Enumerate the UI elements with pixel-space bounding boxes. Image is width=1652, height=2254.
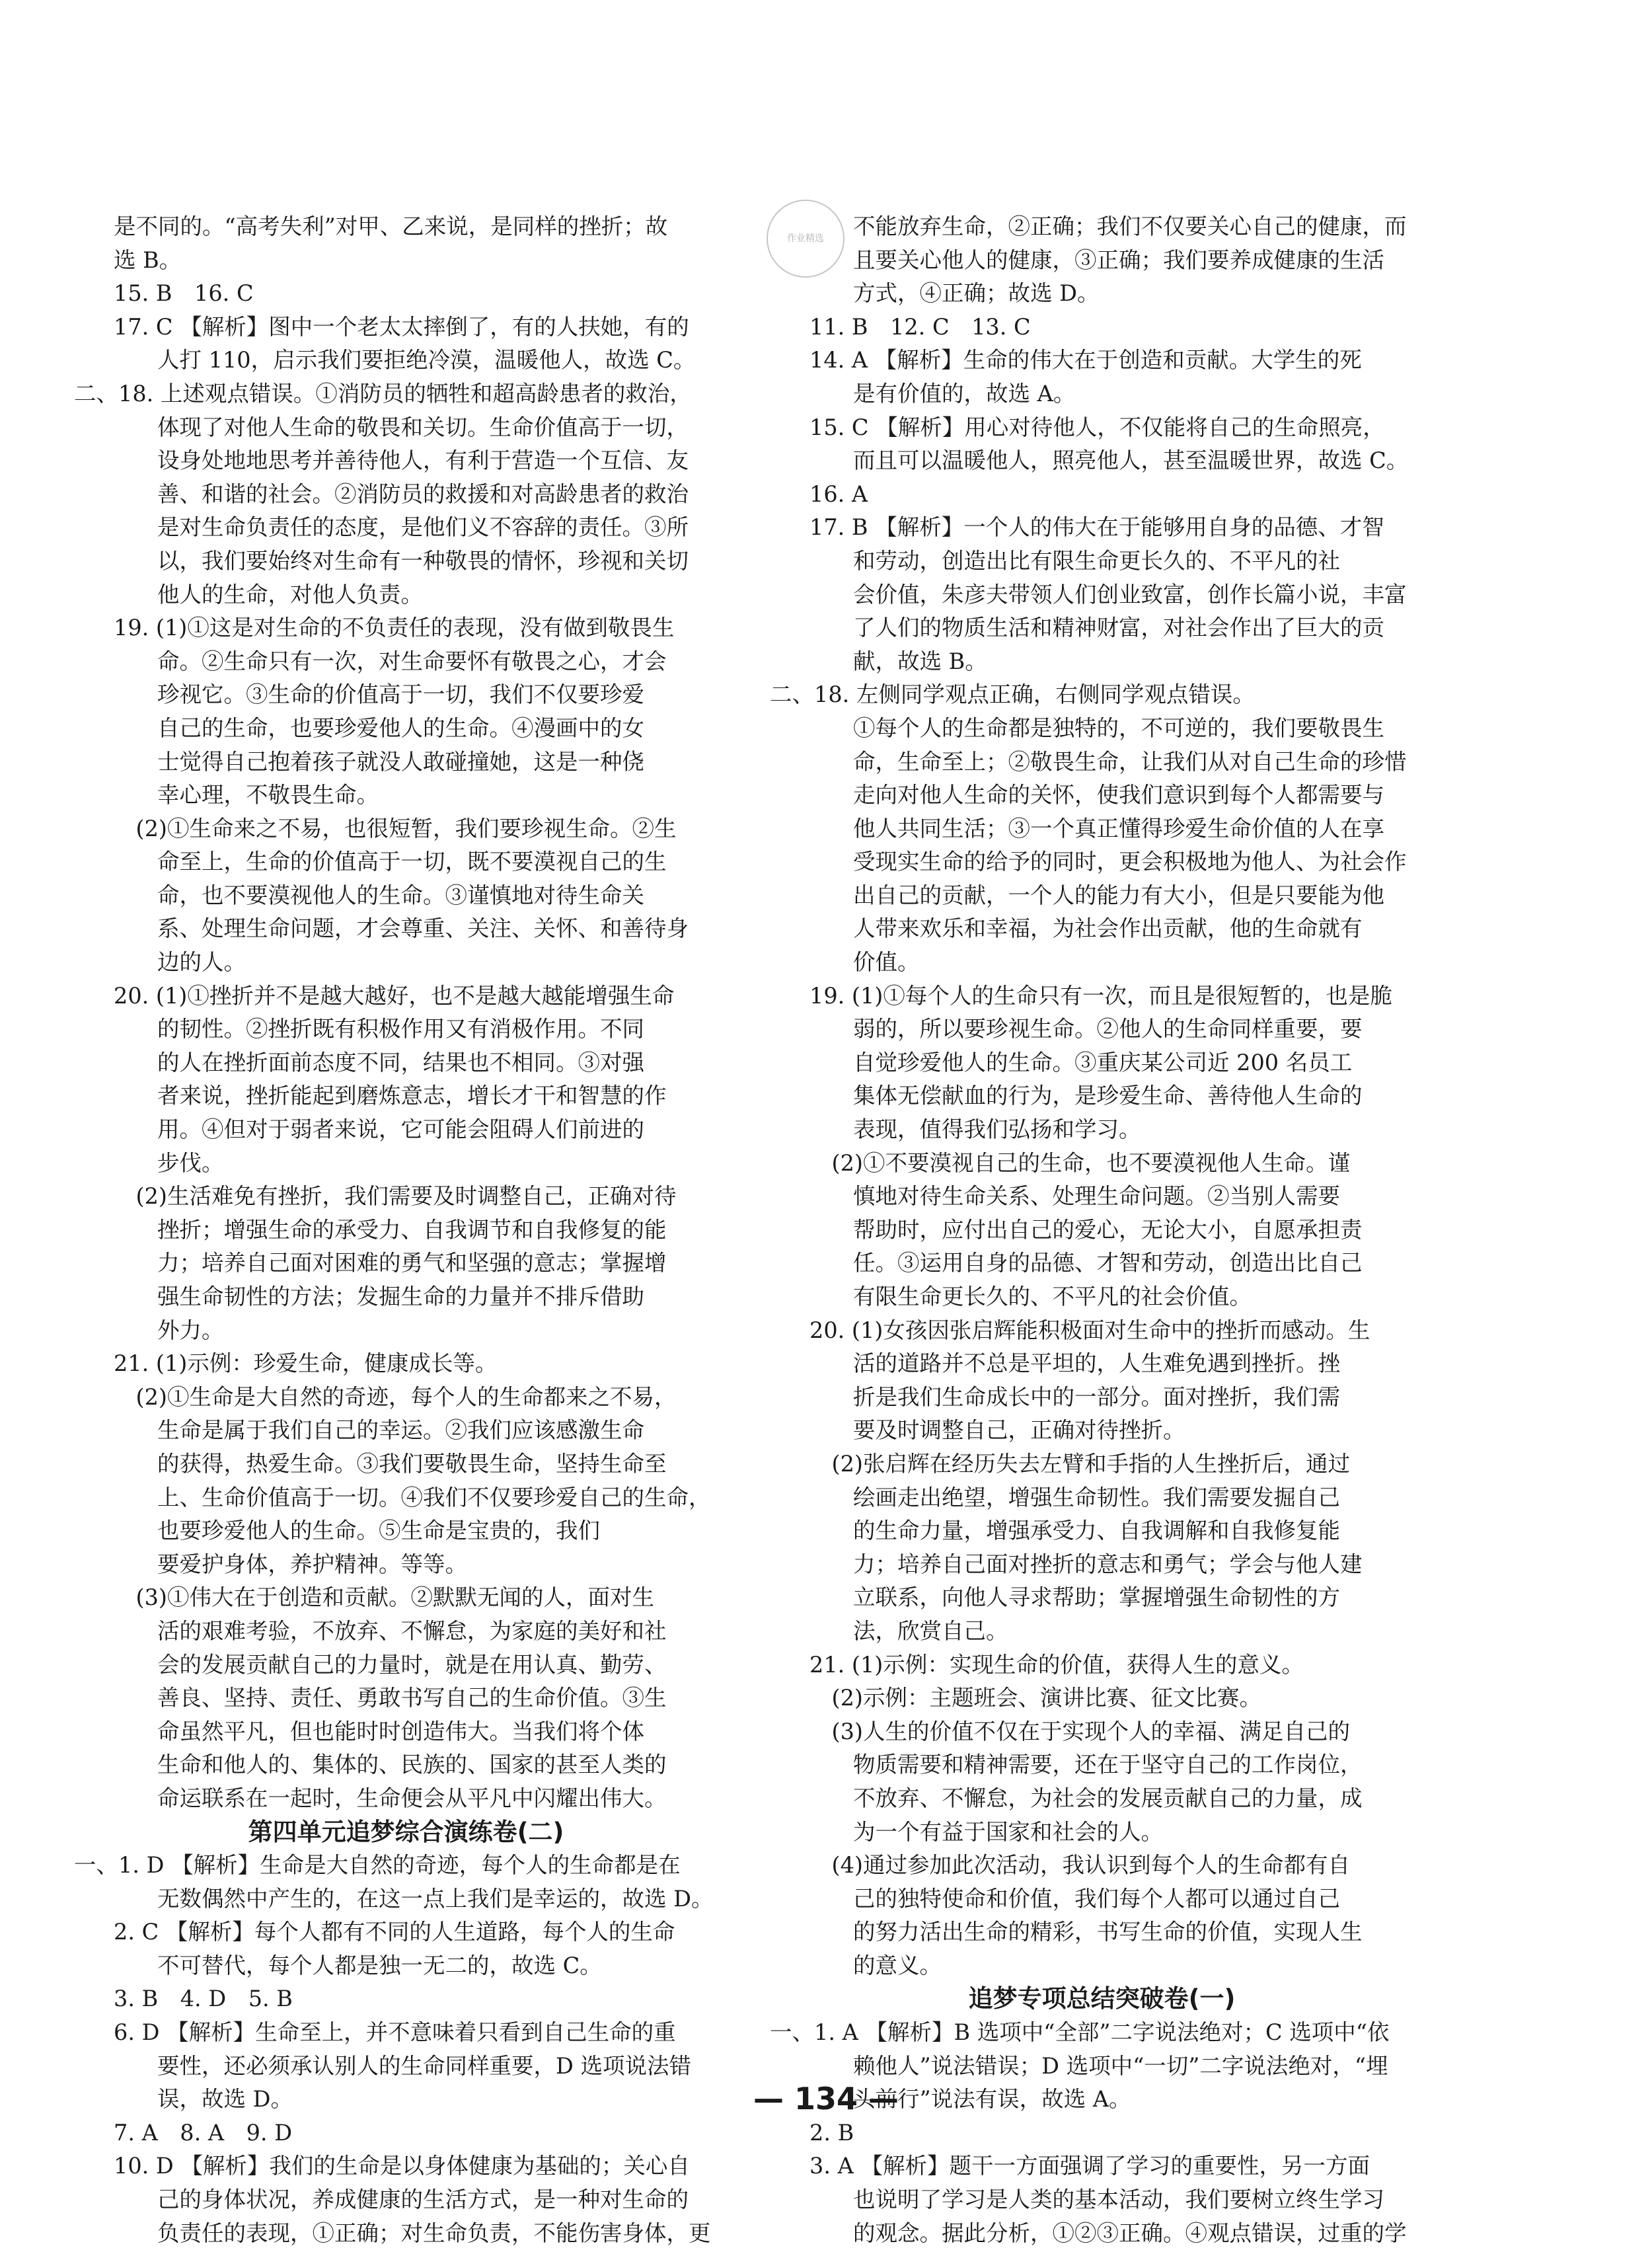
text-line: 7. A 8. A 9. D [114, 2119, 293, 2146]
text-line: 赖他人”说法错误；D 选项中“一切”二字说法绝对，“埋 [853, 2052, 1388, 2079]
text-line: 弱的，所以要珍视生命。②他人的生命同样重要，要 [853, 1016, 1363, 1042]
text-line: 不放弃、不懈怠，为社会的发展贡献自己的力量，成 [853, 1785, 1363, 1811]
text-line: 表现，值得我们弘扬和学习。 [853, 1116, 1141, 1143]
text-line: 生命是属于我们自己的幸运。②我们应该感激生命 [157, 1417, 644, 1444]
text-line: 是有价值的，故选 A。 [853, 380, 1076, 407]
text-line: 系、处理生命问题，才会尊重、关注、关怀、和善待身 [157, 915, 689, 942]
text-line: 要爱护身体，养护精神。等等。 [157, 1551, 467, 1577]
text-line: (2)①生命是大自然的奇迹，每个人的生命都来之不易， [114, 1383, 677, 1410]
text-line: 21. (1)示例：实现生命的价值，获得人生的意义。 [809, 1651, 1304, 1678]
text-line: 设身处地地思考并善待他人，有利于营造一个互信、友 [157, 447, 689, 474]
text-line: 体现了对他人生命的敬畏和关切。生命价值高于一切， [157, 414, 689, 440]
text-line: 力；培养自己面对挫折的意志和勇气；学会与他人建 [853, 1551, 1363, 1577]
text-line: 挫折；增强生命的承受力、自我调节和自我修复的能 [157, 1216, 667, 1243]
text-line: 命至上，生命的价值高于一切，既不要漠视自己的生 [157, 849, 667, 875]
text-line: 强生命韧性的方法；发掘生命的力量并不排斥借助 [157, 1284, 644, 1309]
text-line: 21. (1)示例：珍爱生命，健康成长等。 [114, 1350, 498, 1377]
text-line: 命，也不要漠视他人的生命。③谨慎地对待生命关 [157, 882, 644, 908]
text-line: 力；培养自己面对困难的勇气和坚强的意志；掌握增 [157, 1250, 667, 1276]
text-line: 活的艰难考验，不放弃、不懈怠，为家庭的美好和社 [157, 1617, 667, 1644]
text-line: 的获得，热爱生命。③我们要敬畏生命，坚持生命至 [157, 1450, 667, 1477]
text-line: 2. C 【解析】每个人都有不同的人生道路，每个人的生命 [114, 1919, 675, 1945]
text-line: 15. B 16. C [114, 280, 254, 307]
text-line: 珍视它。③生命的价值高于一切，我们不仅要珍爱 [157, 681, 644, 708]
text-line: 会的发展贡献自己的力量时，就是在用认真、勤劳、 [157, 1651, 667, 1678]
text-line: 法，欣赏自己。 [853, 1617, 1008, 1644]
text-line: 帮助时，应付出自己的爱心，无论大小，自愿承担责 [853, 1216, 1363, 1243]
page-number: — 134 — [753, 2081, 899, 2117]
text-line: 的努力活出生命的精彩，书写生命的价值，实现人生 [853, 1919, 1363, 1945]
text-line: 幸心理，不敬畏生命。 [157, 782, 379, 808]
text-line: 选 B。 [114, 247, 182, 273]
text-line: 和劳动，创造出比有限生命更长久的、不平凡的社 [853, 547, 1340, 574]
text-line: 是不同的。“高考失利”对甲、乙来说，是同样的挫折；故 [114, 214, 668, 239]
text-line: 一、1. D 【解析】生命是大自然的奇迹，每个人的生命都是在 [74, 1852, 681, 1879]
text-line: 了人们的物质生活和精神财富，对社会作出了巨大的贡 [853, 615, 1384, 641]
text-line: 命。②生命只有一次，对生命要怀有敬畏之心，才会 [157, 648, 667, 674]
text-line: 是对生命负责任的态度，是他们义不容辞的责任。③所 [157, 514, 689, 541]
text-line: 慎地对待生命关系、处理生命问题。②当别人需要 [853, 1183, 1340, 1210]
text-line: 人打 110，启示我们要拒绝冷漠，温暖他人，故选 C。 [157, 347, 696, 373]
text-line: 要及时调整自己，正确对待挫折。 [853, 1417, 1185, 1444]
text-line: 外力。 [157, 1317, 224, 1343]
text-line: 人带来欢乐和幸福，为社会作出贡献，他的生命就有 [853, 915, 1363, 942]
text-line: 15. C 【解析】用心对待他人，不仅能将自己的生命照亮， [809, 414, 1385, 440]
text-line: 二、18. 上述观点错误。①消防员的牺牲和超高龄患者的救治， [74, 380, 692, 407]
text-line: 16. A [809, 481, 868, 507]
text-line: 价值。 [853, 949, 920, 976]
text-line: 6. D 【解析】生命至上，并不意味着只看到自己生命的重 [114, 2019, 676, 2046]
text-line: 以，我们要始终对生命有一种敬畏的情怀，珍视和关切 [157, 547, 689, 574]
text-line: 3. B 4. D 5. B [114, 1986, 293, 2012]
text-line: 不能放弃生命，②正确；我们不仅要关心自己的健康，而 [853, 214, 1407, 239]
text-line: 会价值，朱彦夫带领人们创业致富，创作长篇小说，丰富 [853, 581, 1407, 607]
text-line: 受现实生命的给予的同时，更会积极地为他人、为社会作 [853, 849, 1407, 875]
text-line: 2. B [809, 2119, 854, 2146]
text-line: 己的身体状况，养成健康的生活方式，是一种对生命的 [157, 2187, 689, 2213]
text-line: 的观念。据此分析，①②③正确。④观点错误，过重的学 [853, 2220, 1407, 2246]
text-line: 折是我们生命成长中的一部分。面对挫折，我们需 [853, 1383, 1340, 1410]
text-line: 要性，还必须承认别人的生命同样重要，D 选项说法错 [157, 2052, 692, 2079]
right-column [770, 210, 1434, 2250]
text-line: 物质需要和精神需要，还在于坚守自己的工作岗位， [853, 1752, 1363, 1778]
watermark-stamp [767, 200, 845, 278]
text-line: 步伐。 [157, 1149, 224, 1176]
text-line: 17. B 【解析】一个人的伟大在于能够用自身的品德、才智 [809, 514, 1384, 541]
text-line: 上、生命价值高于一切。④我们不仅要珍爱自己的生命， [157, 1484, 711, 1510]
text-line: 边的人。 [157, 949, 246, 976]
stamp-text: 作业精选 [787, 233, 824, 244]
text-line: 11. B 12. C 13. C [809, 313, 1031, 340]
text-line: 命，生命至上；②敬畏生命，让我们从对自己生命的珍惜 [853, 748, 1407, 775]
text-line: (2)生活难免有挫折，我们需要及时调整自己，正确对待 [114, 1183, 677, 1210]
text-line: (4)通过参加此次活动，我认识到每个人的生命都有自 [809, 1852, 1350, 1879]
section-title: 第四单元追梦综合演练卷(二) [248, 1817, 564, 1846]
text-line: 且要关心他人的健康，③正确；我们要养成健康的生活 [853, 247, 1384, 273]
text-line: 20. (1)①挫折并不是越大越好，也不是越大越能增强生命 [114, 982, 675, 1009]
text-line: 二、18. 左侧同学观点正确，右侧同学观点错误。 [770, 681, 1255, 708]
text-line: 己的独特使命和价值，我们每个人都可以通过自己 [853, 1885, 1340, 1912]
text-line: 自己的生命，也要珍爱他人的生命。④漫画中的女 [157, 715, 644, 741]
text-line: 的生命力量，增强承受力、自我调解和自我修复能 [853, 1518, 1340, 1544]
text-line: 误，故选 D。 [157, 2086, 293, 2113]
text-line: 14. A 【解析】生命的伟大在于创造和贡献。大学生的死 [809, 347, 1362, 373]
text-line: (2)①生命来之不易，也很短暂，我们要珍视生命。②生 [114, 815, 677, 841]
text-line: 者来说，挫折能起到磨炼意志，增长才干和智慧的作 [157, 1083, 667, 1109]
text-line: 命运联系在一起时，生命便会从平凡中闪耀出伟大。 [157, 1785, 667, 1811]
text-line: 活的道路并不总是平坦的，人生难免遇到挫折。挫 [853, 1350, 1340, 1377]
text-line: 负责任的表现，①正确；对生命负责，不能伤害身体，更 [157, 2220, 711, 2246]
text-line: 他人共同生活；③一个真正懂得珍爱生命价值的人在享 [853, 815, 1384, 841]
left-column [74, 210, 738, 2250]
text-line: 任。③运用自身的品德、才智和劳动，创造出比自己 [853, 1250, 1363, 1276]
text-line: 的人在挫折面前态度不同，结果也不相同。③对强 [157, 1049, 644, 1075]
text-line: 为一个有益于国家和社会的人。 [853, 1818, 1163, 1845]
text-line: 绘画走出绝望，增强生命韧性。我们需要发掘自己 [853, 1484, 1340, 1510]
text-line: 集体无偿献血的行为，是珍爱生命、善待他人生命的 [853, 1083, 1363, 1109]
text-line: 士觉得自己抱着孩子就没人敢碰撞她，这是一种侥 [157, 748, 644, 775]
text-line: 善、和谐的社会。②消防员的救援和对高龄患者的救治 [157, 481, 689, 507]
text-line: 3. A 【解析】题干一方面强调了学习的重要性，另一方面 [809, 2153, 1370, 2179]
text-line: 10. D 【解析】我们的生命是以身体健康为基础的；关心自 [114, 2153, 690, 2179]
text-line: 生命和他人的、集体的、民族的、国家的甚至人类的 [157, 1752, 667, 1778]
text-line: 命虽然平凡，但也能时时创造伟大。当我们将个体 [157, 1718, 644, 1744]
text-line: 他人的生命，对他人负责。 [157, 581, 423, 607]
text-line: 19. (1)①这是对生命的不负责任的表现，没有做到敬畏生 [114, 615, 675, 641]
text-line: (2)示例：主题班会、演讲比赛、征文比赛。 [809, 1685, 1261, 1711]
text-line: 无数偶然中产生的，在这一点上我们是幸运的，故选 D。 [157, 1885, 714, 1912]
text-line: 自觉珍爱他人的生命。③重庆某公司近 200 名员工 [853, 1049, 1353, 1075]
text-line: 的韧性。②挫折既有积极作用又有消极作用。不同 [157, 1016, 644, 1042]
text-line: 有限生命更长久的、不平凡的社会价值。 [853, 1284, 1252, 1309]
text-line: 19. (1)①每个人的生命只有一次，而且是很短暂的，也是脆 [809, 982, 1392, 1009]
text-line: ①每个人的生命都是独特的，不可逆的，我们要敬畏生 [853, 715, 1384, 741]
text-line: 也说明了学习是人类的基本活动，我们要树立终生学习 [853, 2187, 1384, 2213]
text-line: 20. (1)女孩因张启辉能积极面对生命中的挫折而感动。生 [809, 1317, 1370, 1343]
text-line: (2)张启辉在经历失去左臂和手指的人生挫折后，通过 [809, 1450, 1350, 1477]
text-line: 也要珍爱他人的生命。⑤生命是宝贵的，我们 [157, 1518, 600, 1544]
text-line: (3)人生的价值不仅在于实现个人的幸福、满足自己的 [809, 1718, 1350, 1744]
text-line: 不可替代，每个人都是独一无二的，故选 C。 [157, 1952, 602, 1978]
text-line: 的意义。 [853, 1952, 942, 1978]
text-line: 一、1. A 【解析】B 选项中“全部”二字说法绝对；C 选项中“依 [770, 2019, 1390, 2046]
text-line: 用。④但对于弱者来说，它可能会阻碍人们前进的 [157, 1116, 644, 1143]
text-line: 方式，④正确；故选 D。 [853, 280, 1100, 307]
text-line: 17. C 【解析】图中一个老太太摔倒了，有的人扶她，有的 [114, 313, 689, 340]
text-line: 出自己的贡献，一个人的能力有大小，但是只要能为他 [853, 882, 1384, 908]
text-line: (2)①不要漠视自己的生命，也不要漠视他人生命。谨 [809, 1149, 1350, 1176]
text-line: 头前行”说法有误，故选 A。 [853, 2086, 1131, 2113]
text-line: 走向对他人生命的关怀，使我们意识到每个人都需要与 [853, 782, 1384, 808]
section-title: 追梦专项总结突破卷(一) [968, 1984, 1236, 2013]
text-line: 立联系，向他人寻求帮助；掌握增强生命韧性的方 [853, 1584, 1340, 1611]
text-line: (3)①伟大在于创造和贡献。②默默无闻的人，面对生 [114, 1584, 654, 1611]
text-line: 献，故选 B。 [853, 648, 987, 674]
text-line: 善良、坚持、责任、勇敢书写自己的生命价值。③生 [157, 1685, 667, 1711]
text-line: 而且可以温暖他人，照亮他人，甚至温暖世界，故选 C。 [853, 447, 1409, 474]
